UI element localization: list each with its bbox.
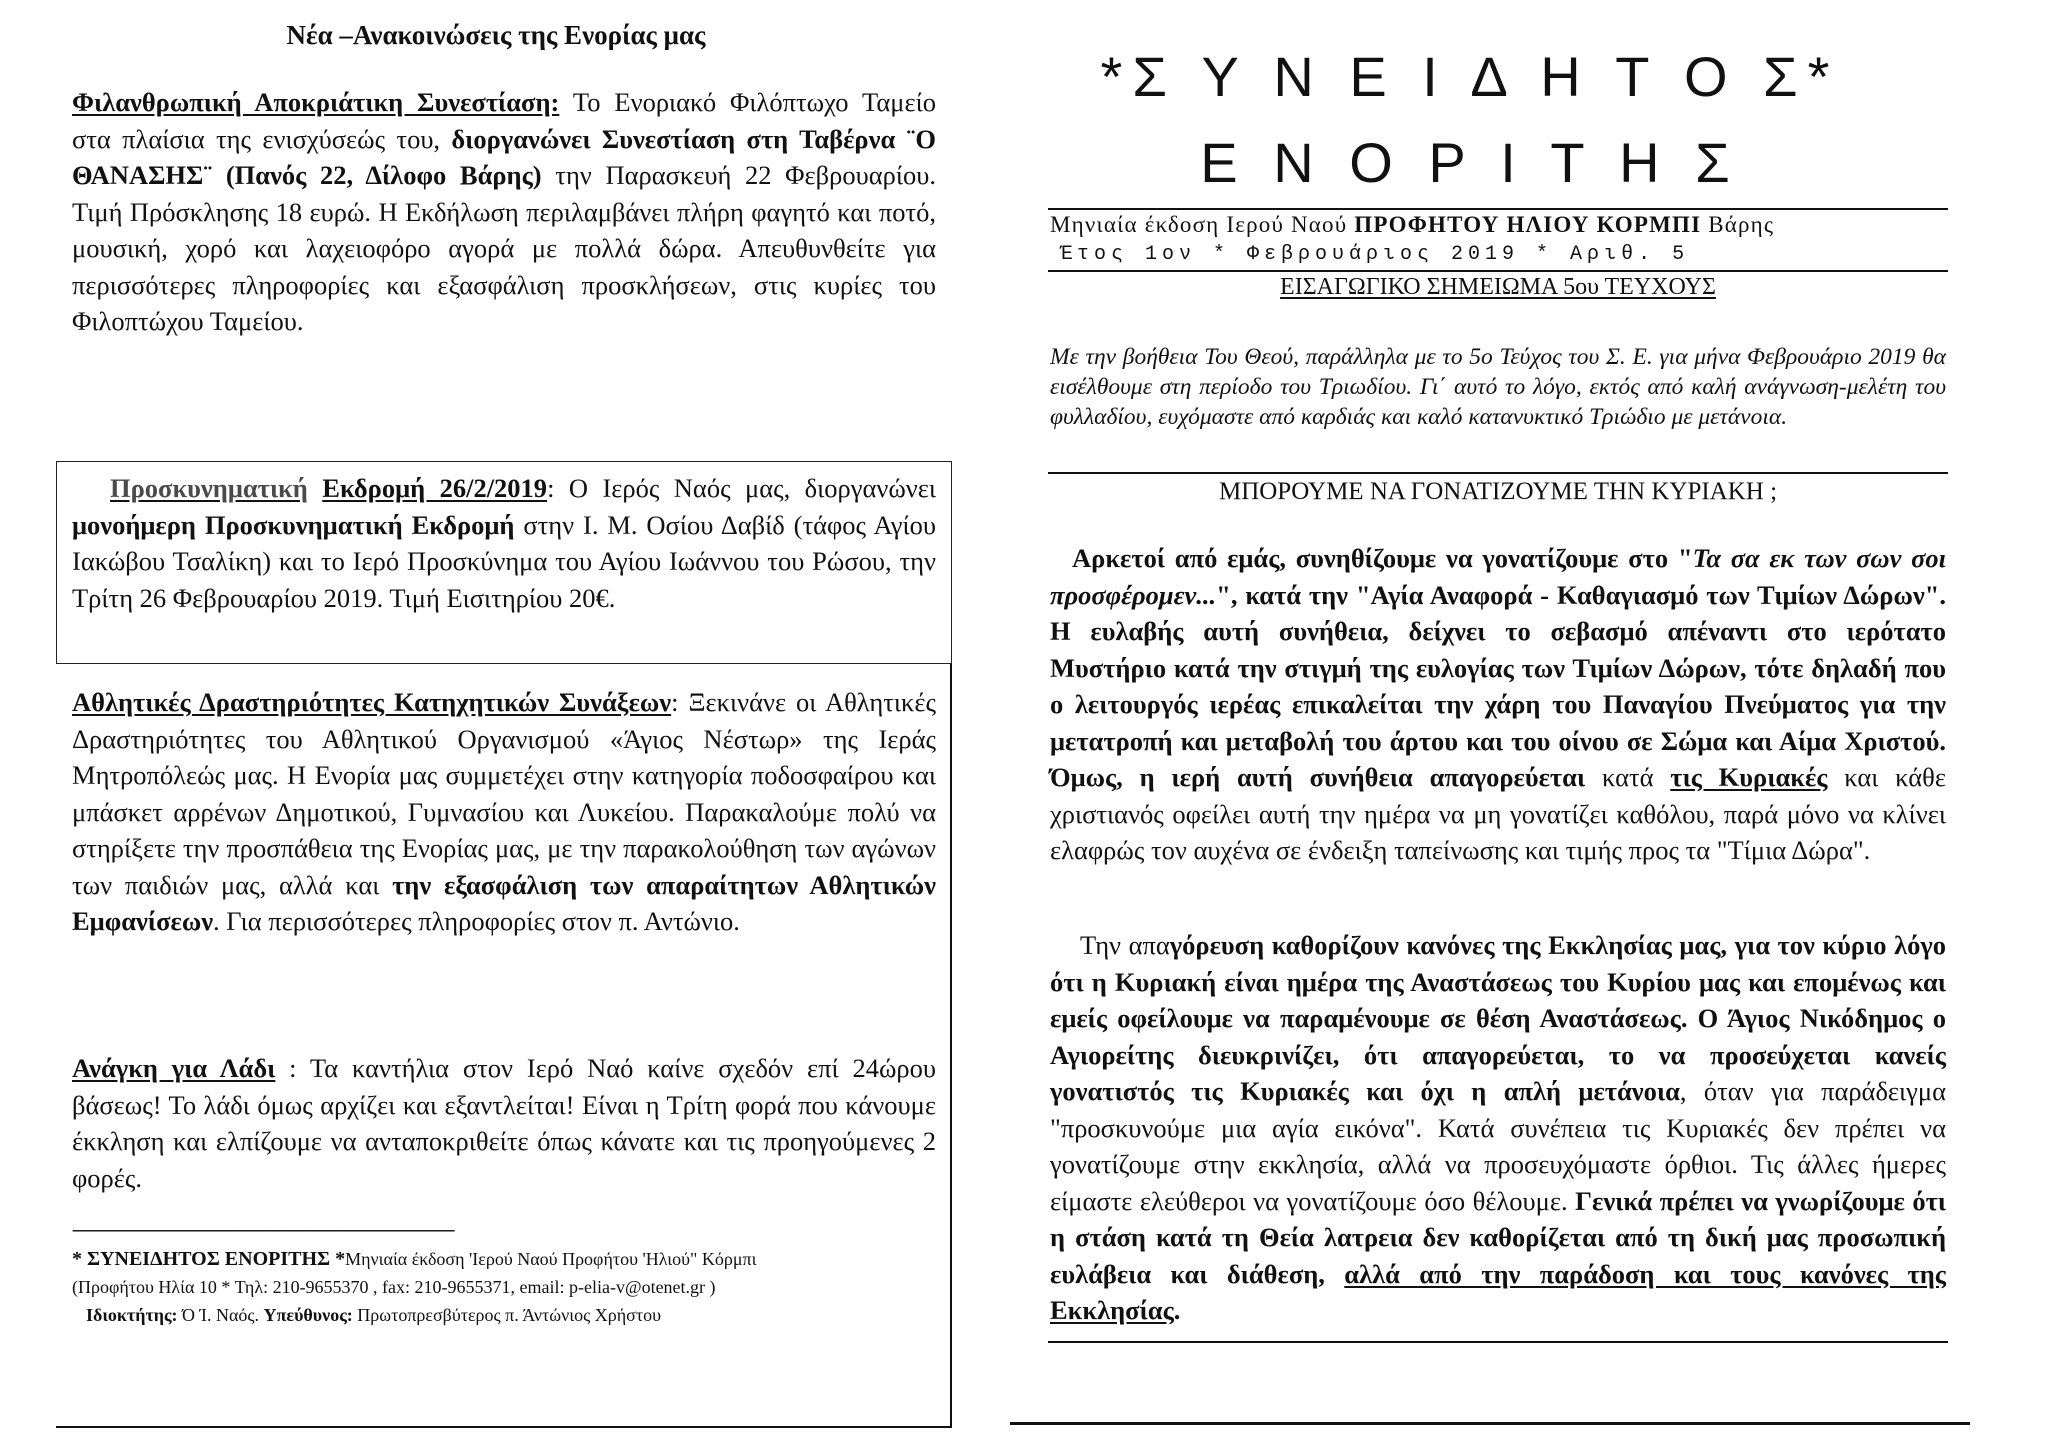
oil-title: Ανάγκη για Λάδι: [72, 1053, 276, 1083]
intro-text: Με την βοήθεια Του Θεού, παράλληλα με το 5ο Τεύχος του Σ. Ε. για μήνα Φεβρουάριο 2019 θα εισέλθουμε στη περίοδο του Τριωδίου. Γι΄ αυτό το λόγο, εκτός από καλή ανάγνωση-μελέτη του φυλλαδίου, ευχόμαστε από καρδιάς και καλό κατανυκτικό Τριώδιο με μετάνοια.: [1050, 344, 1946, 430]
footer-imprint: [72, 1245, 952, 1329]
masthead-title-line-1: *Σ Υ Ν Ε Ι Δ Η Τ Ο Σ*: [1100, 45, 1840, 108]
philanthropic-text-2: την Παρασκευή 22 Φεβρουαρίου. Τιμή Πρόσκλησης 18 ευρώ. Η Εκδήλωση περιλαμβάνει πλήρη φαγητό και ποτό, μουσική, χορό και λαχειοφόρο αγορά με πολλά δώρα. Απευθυνθείτε για περισσότερες πληροφορίες και εξασφάλιση προσκλήσεων, στις κυρίες του Φιλοπτώχου Ταμείου.: [72, 160, 936, 336]
footer-line-2: (Προφήτου Ηλία 10 * Τηλ: 210-9655370 , fax: 210-9655371, email: p-elia-v@otenet.gr ): [72, 1277, 716, 1297]
pilgrimage-bold: μονοήμερη Προσκυνηματική Εκδρομή: [72, 509, 515, 540]
article-paragraph-2: Την απαγόρευση καθορίζουν κανόνες της Εκκλησίας μας, για τον κύριο λόγο ότι η Κυριακή είναι ημέρα της Αναστάσεως του Κυρίου μας και επομένως και εμείς οφείλουμε να παραμένουμε σε θέση Αναστάσεως. Ο Άγιος Νικόδημος ο Αγιορείτης διευκρινίζει, ότι απαγορεύεται, το να προσεύχεται κανείς γονατιστός τις Κυριακές και όχι η απλή μετάνοια, όταν για παράδειγμα "προσκυνούμε μια αγία εικόνα". Κατά συνέπεια τις Κυριακές δεν πρέπει να γονατίζουμε στην εκκλησία, αλλά να προσευχόμαστε όρθιοι. Τις άλλες ήμερες είμαστε ελεύθεροι να γονατίζουμε όσο θέλουμε. Γενικά πρέπει να γνωρίζουμε ότι η στάση κατά τη Θεία λατρεια δεν καθορίζεται από τη δική μας προσωπική ευλάβεια και διάθεση, αλλά από την παράδοση και τους κανόνες της Εκκλησίας.: [1050, 930, 1947, 1325]
pilgrimage-text-2: στην Ι. Μ. Οσίου Δαβίδ (τάφος Αγίου Ιακώβου Τσαλίκη) και το Ιερό Προσκύνημα του Αγίου Ιωάννου του Ρώσου, την Τρίτη 26 Φεβρουαρίου 2019. Τιμή Εισιτηρίου 20€.: [72, 509, 936, 613]
sports-text-1: : Ξεκινάνε οι Αθλητικές Δραστηριότητες του Αθλητικού Οργανισμού «Άγιος Νέστωρ» της Ιεράς Μητροπόλεώς μας. Η Ενορία μας συμμετέχει στην κατηγορία ποδοσφαίρου και μπάσκετ αρρένων Δημοτικού, Γυμνασίου και Λυκείου. Παρακαλούμε πολύ να στηρίξετε την προσπάθεια της Ενορίας μας, με την παρακολούθηση των αγώνων των παιδιών μας, αλλά και: [72, 687, 936, 900]
pilgrimage-text-1: : Ο Ιερός Ναός μας, διοργανώνει: [547, 473, 936, 503]
footer-line-3: Ιδιοκτήτης: Ό Ί. Ναός. Υπεύθυνος: Πρωτοπρεσβύτερος π. Άντώνιος Χρήστου: [86, 1305, 661, 1325]
intro-title: ΕΙΣΑΓΩΓΙΚΟ ΣΗΜΕΙΩΜΑ 5ου ΤΕΥΧΟΥΣ: [1280, 274, 1716, 300]
left-frame-bottom-border: [56, 1426, 952, 1428]
issue-line: Έτος 1ον * Φεβρουάριος 2019 * Αριθ. 5: [1060, 243, 1690, 266]
article-paragraph-1: Αρκετοί από εμάς, συνηθίζουμε να γονατίζουμε στο "Τα σα εκ των σων σοι προσφέρομεν...", κατά την "Αγία Αναφορά - Καθαγιασμό των Τιμίων Δώρων". Η ευλαβής αυτή συνήθεια, δείχνει το σεβασμό απέναντι στο ιερότατο Μυστήριο κατά την στιγμή της ευλογίας των Τιμίων Δώρων, τότε δηλαδή που ο λειτουργός ιερέας επικαλείται την χάρη του Παναγίου Πνεύματος για την μετατροπή και μεταβολή του άρτου και του οίνου σε Σώμα και Αίμα Χριστού. Όμως, η ιερή αυτή συνήθεια απαγορεύεται κατά τις Κυριακές και κάθε χριστιανός οφείλει αυτή την ημέρα να μη γονατίζει καθόλου, παρά μόνο να κλίνει ελαφρώς τον αυχένα σε ένδειξη ταπείνωσης και τιμής προς τα "Τίμια Δώρα".: [1050, 543, 1946, 865]
sports-text-2: . Για περισσότερες πληροφορίες στον π. Αντώνιο.: [213, 906, 740, 936]
article-title: ΜΠΟΡΟΥΜΕ ΝΑ ΓΟΝΑΤΙΖΟΥΜΕ ΤΗΝ ΚΥΡΙΑΚΗ ;: [1218, 478, 1778, 505]
masthead-title-line-2: Ε Ν Ο Ρ Ι Τ Η Σ: [1200, 131, 1740, 194]
philanthropic-bold: διοργανώνει Συνεστίαση στη Ταβέρνα ¨Ο ΘΑΝΑΣΗΣ¨ (Πανός 22, Δίλοφο Βάρης): [72, 123, 936, 190]
philanthropic-dinner-notice: [72, 84, 936, 340]
footer-line-1: * ΣΥΝΕΙΔΗΤΟΣ ΕΝΟΡΙΤΗΣ *Μηνιαία έκδοση 'Ιερού Ναού Προφήτου 'Ηλιού" Κόρμπι: [72, 1248, 757, 1270]
publication-line: Μηνιαία έκδοση Ιερού Ναού ΠΡΟΦΗΤΟΥ ΗΛΙΟΥ ΚΟΡΜΠΙ Βάρης: [1050, 212, 1775, 237]
sports-bold: την εξασφάλιση των απαραίτητων Αθλητικών Εμφανίσεων: [72, 869, 936, 936]
intro-bottom-rule: [1048, 472, 1948, 474]
pilgrimage-title-2: Εκδρομή 26/2/2019: [322, 473, 548, 503]
oil-notice: [72, 1050, 936, 1196]
philanthropic-title: Φιλανθρωπική Αποκριάτικη Συνεστίαση:: [72, 87, 560, 117]
pilgrimage-notice: [72, 470, 936, 616]
issue-line-rule: [1048, 270, 1948, 272]
pilgrimage-title-1: Προσκυνηματική: [110, 473, 308, 503]
sports-title: Αθλητικές Δραστηριότητες Κατηχητικών Συνάξεων: [72, 687, 672, 717]
philanthropic-text-1: Το Ενοριακό Φιλόπτωχο Ταμείο στα πλαίσια της ενισχύσεώς του,: [72, 87, 936, 154]
article-bottom-rule: [1048, 1341, 1948, 1343]
page-bottom-rule: [1010, 1422, 1970, 1425]
footer-dashes: ----------------------------------------------------------------------------------------------: [72, 1220, 454, 1239]
masthead-top-rule: [1048, 208, 1948, 210]
left-page-header: Νέα –Ανακοινώσεις της Ενορίας μας: [286, 20, 706, 50]
sports-notice: [72, 684, 936, 940]
oil-text: : Τα καντήλια στον Ιερό Ναό καίνε σχεδόν επί 24ώρου βάσεως! Το λάδι όμως αρχίζει και εξαντλείται! Είναι η Τρίτη φορά που κάνουμε έκκληση και ελπίζουμε να ανταποκριθείτε όπως κάνατε και τις προηγούμενες 2 φορές.: [72, 1053, 937, 1193]
